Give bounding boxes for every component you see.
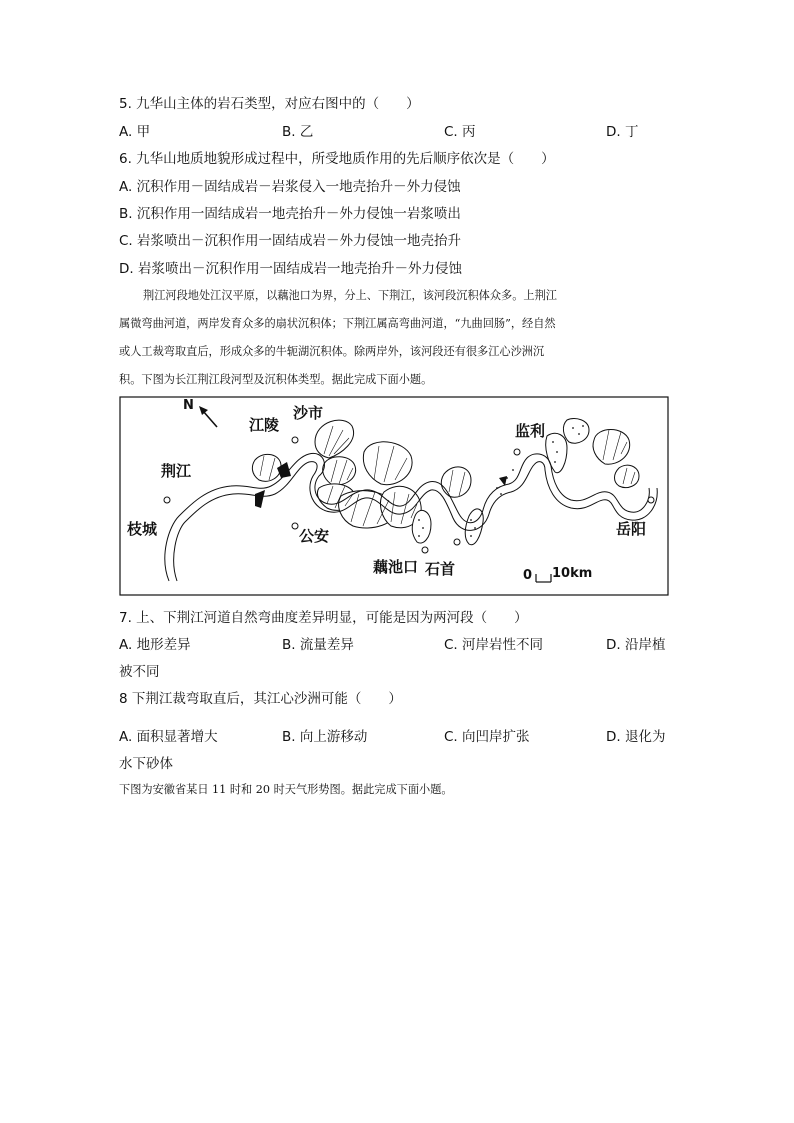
label-zhicheng: 枝城 <box>127 520 158 538</box>
q7-option-d: D. 沿岸植 <box>606 637 666 653</box>
label-shishou: 石首 <box>425 560 456 578</box>
label-ouchikou: 藕池口 <box>373 558 419 576</box>
jingjiang-river-map <box>119 396 669 596</box>
q7-option-d-wrap: 被不同 <box>119 664 160 680</box>
q6-stem: 6. 九华山地质地貌形成过程中，所受地质作用的先后顺序依次是（ ） <box>119 151 555 167</box>
q8-option-d-wrap: 水下砂体 <box>119 756 173 772</box>
label-jingjiang: 荆江 <box>161 462 192 480</box>
fan-deposit <box>252 454 281 481</box>
q7-stem: 7. 上、下荆江河道自然弯曲度差异明显，可能是因为两河段（ ） <box>119 610 528 626</box>
q5-option-c: C. 丙 <box>444 124 476 140</box>
scale-label: 10km <box>552 566 593 581</box>
q6-option-a: A. 沉积作用－固结成岩－岩浆侵入一地壳抬升－外力侵蚀 <box>119 179 461 195</box>
q5-option-b: B. 乙 <box>282 124 314 140</box>
q8-option-a: A. 面积显著增大 <box>119 729 218 745</box>
passage <box>119 282 679 394</box>
passage-line: 属微弯曲河道，两岸发育众多的扇状沉积体；下荆江属高弯曲河道，“九曲回肠”，经自然 <box>119 317 556 330</box>
q8-option-d: D. 退化为 <box>606 729 666 745</box>
label-jianli: 监利 <box>515 422 546 440</box>
label-shashi: 沙市 <box>293 404 324 422</box>
next-section-caption: 下图为安徽省某日 11 时和 20 时天气形势图。据此完成下面小题。 <box>119 783 453 796</box>
q5-option-d: D. 丁 <box>606 124 639 140</box>
passage-line: 荆江河段地处江汉平原，以藕池口为界，分上、下荆江，该河段沉积体众多。上荆江 <box>143 289 557 302</box>
scale-zero: 0 <box>523 568 533 583</box>
q8-option-c: C. 向凹岸扩张 <box>444 729 530 745</box>
passage-line: 或人工裁弯取直后，形成众多的牛轭湖沉积体。除两岸外，该河段还有很多江心沙洲沉 <box>119 345 545 358</box>
q5-stem: 5. 九华山主体的岩石类型，对应右图中的（ ） <box>119 96 420 112</box>
q8-stem: 8 下荆江裁弯取直后，其江心沙洲可能（ ） <box>119 691 402 707</box>
label-gongan: 公安 <box>299 527 330 545</box>
q6-option-c: C. 岩浆喷出－沉积作用一固结成岩－外力侵蚀一地壳抬升 <box>119 233 462 249</box>
q7-option-a: A. 地形差异 <box>119 637 191 653</box>
q5-option-a: A. 甲 <box>119 124 151 140</box>
label-jiangling: 江陵 <box>249 416 280 434</box>
oxbow-deposit <box>563 418 589 443</box>
q6-option-b: B. 沉积作用一固结成岩一地壳抬升－外力侵蚀一岩浆喷出 <box>119 206 461 222</box>
q6-option-d: D. 岩浆喷出－沉积作用一固结成岩一地壳抬升－外力侵蚀 <box>119 261 462 277</box>
q7-option-b: B. 流量差异 <box>282 637 354 653</box>
label-yueyang: 岳阳 <box>616 520 647 538</box>
north-label: N <box>183 398 194 413</box>
q8-option-b: B. 向上游移动 <box>282 729 368 745</box>
passage-line: 积。下图为长江荆江段河型及沉积体类型。据此完成下面小题。 <box>119 373 433 386</box>
q7-option-c: C. 河岸岩性不同 <box>444 637 544 653</box>
